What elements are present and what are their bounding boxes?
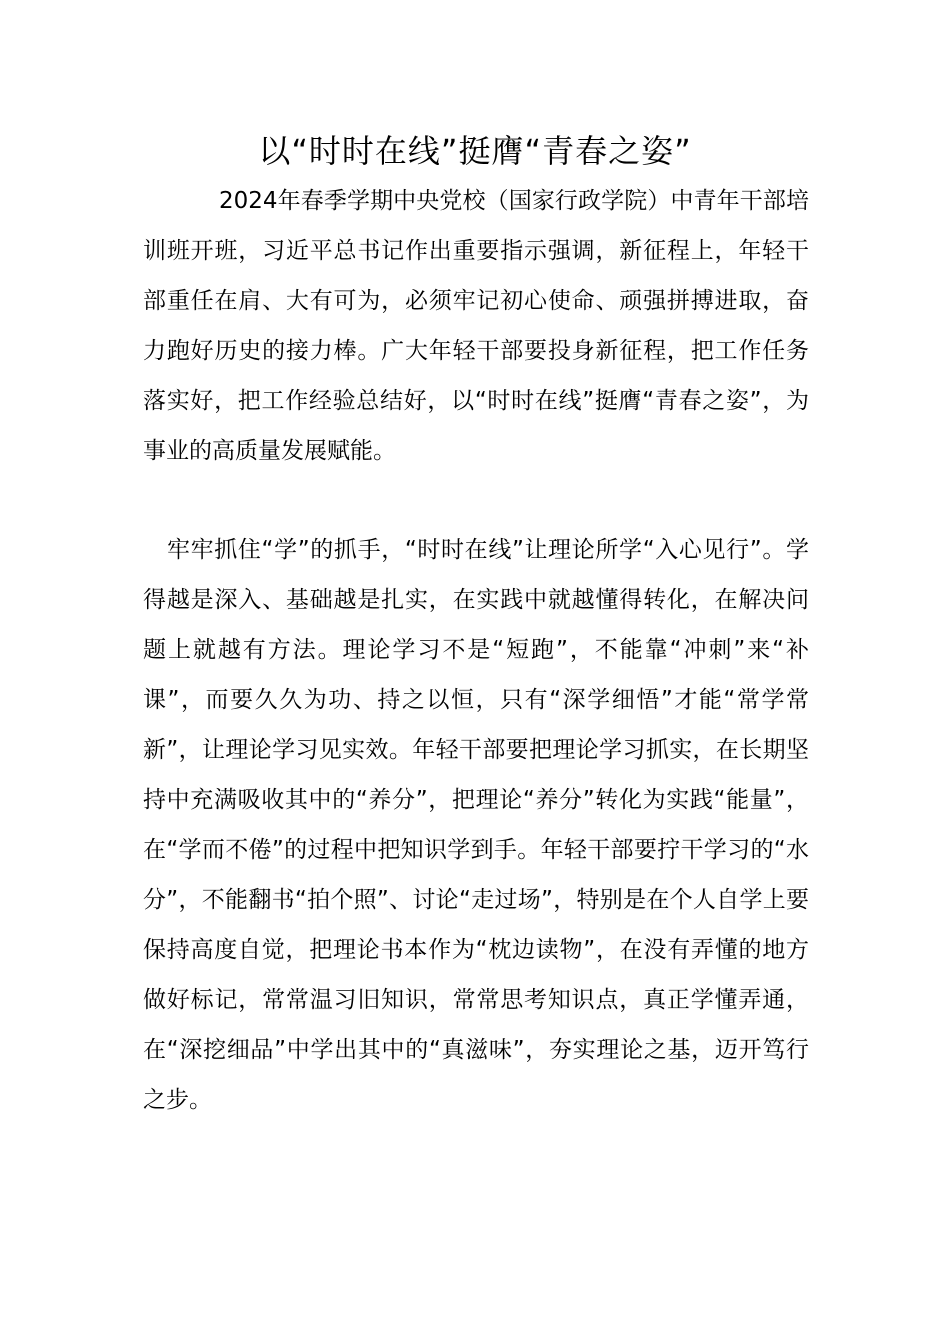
document-title: 以“时时在线”挺膺“青春之姿” xyxy=(258,132,692,170)
paragraph-study: 牢牢抓住“学”的抓手，“时时在线”让理论所学“入心见行”。学得越是深入、基础越是扎实，在实践中就越懂得转化，在解决问题上就越有方法。理论学习不是“短跑”，不能靠“冲刺”来“补课”，而要久久为功、持之以恒，只有“深学细悟”才能“常学常新”，让理论学习见实效。年轻干部要把理论学习抓实，在长期坚持中充满吸收其中的“养分”，把理论“养分”转化为实践“能量”，在“学而不倦”的过程中把知识学到手。年轻干部要拧干学习的“水分”，不能翻书“拍个照”、讨论“走过场”，特别是在个人自学上要保持高度自觉，把理论书本作为“枕边读物”，在没有弄懂的地方做好标记，常常温习旧知识，常常思考知识点，真正学懂弄通，在“深挖细品”中学出其中的“真滋味”，夯实理论之基，迈开笃行之步。 xyxy=(143,537,809,1113)
paragraph-intro: 2024年春季学期中央党校（国家行政学院）中青年干部培训班开班，习近平总书记作出重要指示强调，新征程上，年轻干部重任在肩、大有可为，必须牢记初心使命、顽强拼搏进取，奋力跑好历史的接力棒。广大年轻干部要投身新征程，把工作任务落实好，把工作经验总结好，以“时时在线”挺膺“青春之姿”，为事业的高质量发展赋能。 xyxy=(143,188,809,464)
